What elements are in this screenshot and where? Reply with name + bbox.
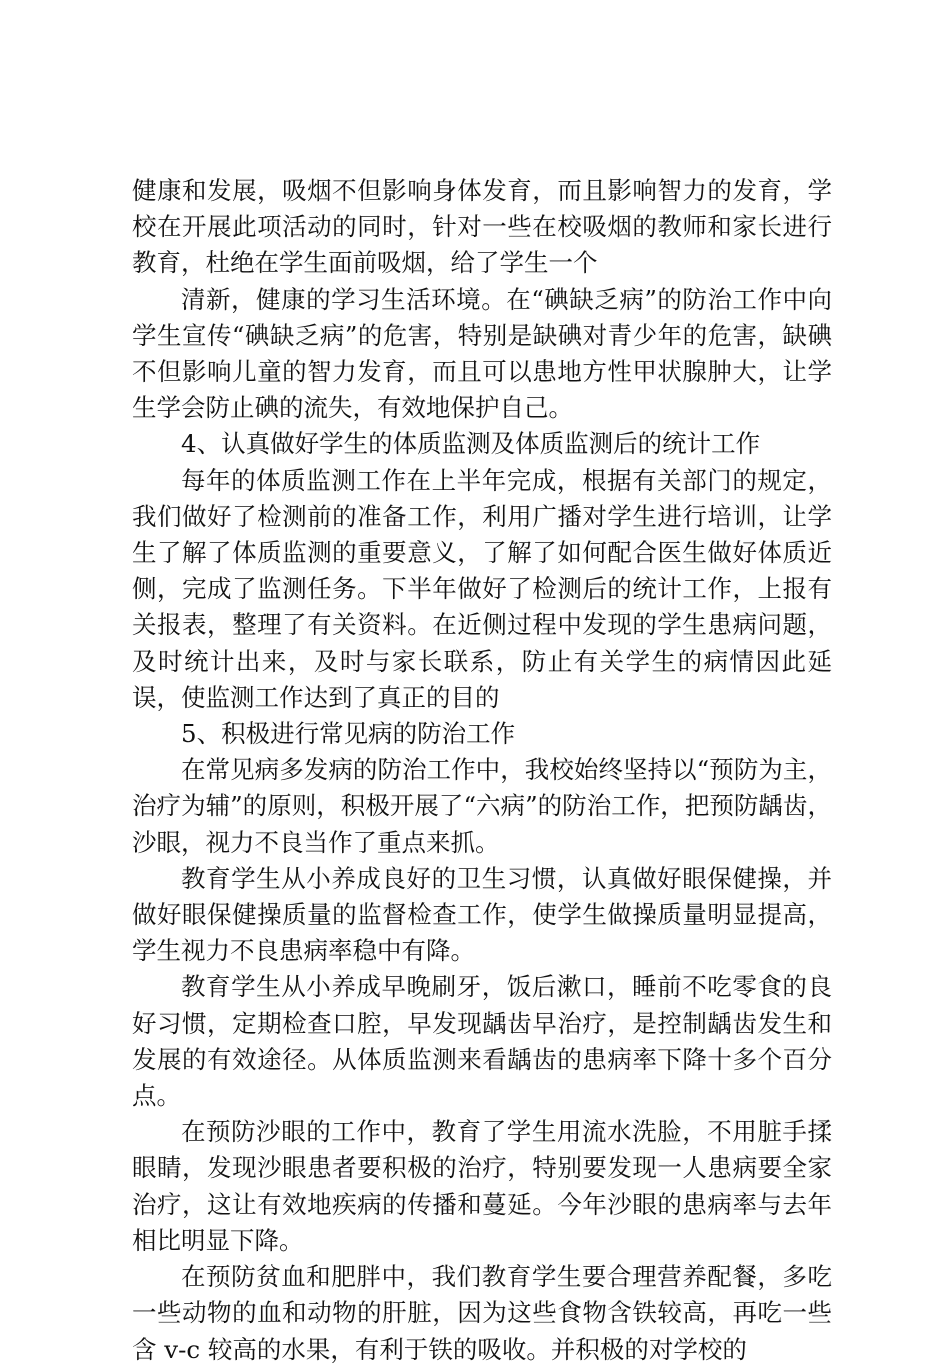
paragraph-8: 在预防贫血和肥胖中，我们教育学生要合理营养配餐，多吃一些动物的血和动物的肝脏，因为这些食物含铁较高，再吃一些含 v-c 较高的水果，有利于铁的吸收。并积极的对学校的 xyxy=(132,1262,832,1364)
paragraph-3: 每年的体质监测工作在上半年完成，根据有关部门的规定，我们做好了检测前的准备工作，利用广播对学生进行培训，让学生了解了体质监测的重要意义，了解了如何配合医生做好体质近侧，完成了监测任务。下半年做好了检测后的统计工作，上报有关报表，整理了有关资料。在近侧过程中发现的学生患病问题，及时统计出来，及时与家长联系，防止有关学生的病情因此延误，使监测工作达到了真正的目的 xyxy=(132,465,832,712)
paragraph-6: 教育学生从小养成早晚刷牙，饭后漱口，睡前不吃零食的良好习惯，定期检查口腔，早发现龋齿早治疗，是控制龋齿发生和发展的有效途径。从体质监测来看龋齿的患病率下降十多个百分点。 xyxy=(132,972,832,1111)
paragraph-5: 教育学生从小养成良好的卫生习惯，认真做好眼保健操，并做好眼保健操质量的监督检查工作，使学生做操质量明显提高，学生视力不良患病率稳中有降。 xyxy=(132,863,832,966)
section-heading-4: 4、认真做好学生的体质监测及体质监测后的统计工作 xyxy=(181,429,761,459)
paragraph-4: 在常见病多发病的防治工作中，我校始终坚持以“预防为主，治疗为辅”的原则，积极开展了“六病”的防治工作，把预防龋齿，沙眼，视力不良当作了重点来抓。 xyxy=(132,755,832,857)
paragraph-2: 清新，健康的学习生活环境。在“碘缺乏病”的防治工作中向学生宣传“碘缺乏病”的危害，特别是缺碘对青少年的危害，缺碘不但影响儿童的智力发育，而且可以患地方性甲状腺肿大，让学生学会防止碘的流失，有效地保护自己。 xyxy=(132,284,832,423)
paragraph-7: 在预防沙眼的工作中，教育了学生用流水洗脸，不用脏手揉眼睛，发现沙眼患者要积极的治疗，特别要发现一人患病要全家治疗，这让有效地疾病的传播和蔓延。今年沙眼的患病率与去年相比明显下降。 xyxy=(132,1117,832,1255)
document-page xyxy=(132,173,832,1368)
paragraph-1: 健康和发展，吸烟不但影响身体发育，而且影响智力的发育，学校在开展此项活动的同时，针对一些在校吸烟的教师和家长进行教育，杜绝在学生面前吸烟，给了学生一个 xyxy=(132,176,832,278)
section-heading-5: 5、积极进行常见病的防治工作 xyxy=(181,719,516,749)
